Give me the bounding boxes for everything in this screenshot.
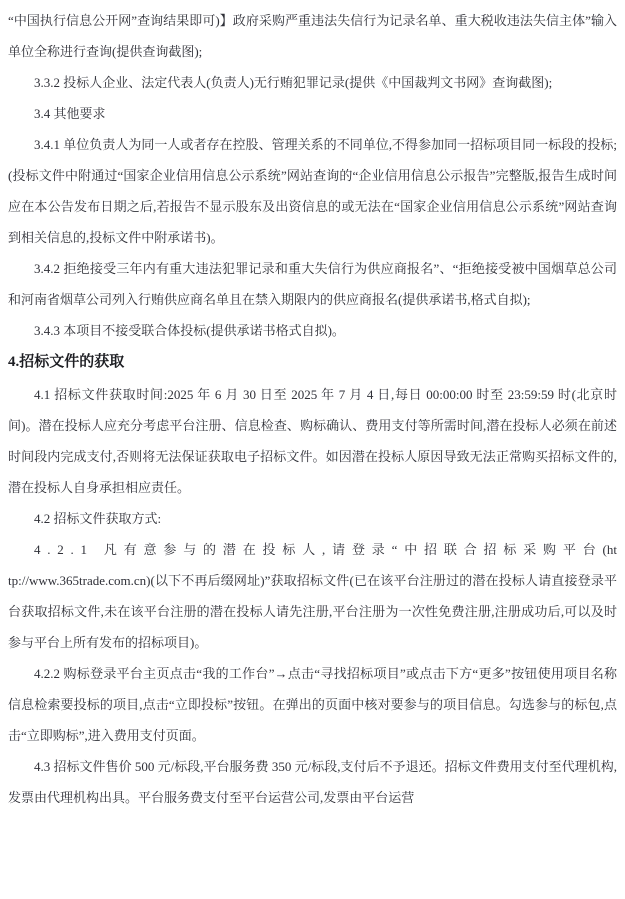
paragraph: 3.3.2 投标人企业、法定代表人(负责人)无行贿犯罪记录(提供《中国裁判文书网》查询截图); (34, 75, 553, 90)
paragraph: 3.4.2 拒绝接受三年内有重大违法犯罪记录和重大失信行为供应商报名”、“拒绝接受被中国烟草总公司和河南省烟草公司列入行贿供应商名单且在禁入期限内的供应商报名(提供承诺书,格式自拟); (8, 261, 617, 307)
paragraph: 3.4 其他要求 (34, 106, 106, 121)
paragraph: 4.2 招标文件获取方式: (34, 511, 162, 526)
paragraph: 3.4.1 单位负责人为同一人或者存在控股、管理关系的不同单位,不得参加同一招标项目同一标段的投标;(投标文件中附通过“国家企业信用信息公示系统”网站查询的“企业信用信息公示报告”完整版,报告生成时间应在本公告发布日期之后,若报告不显示股东及出资信息的或无法在“国家企业信用信息公示系统”网站查询到相关信息的,投标文件中附承诺书)。 (8, 137, 617, 245)
section-heading: 4.招标文件的获取 (8, 354, 125, 370)
paragraph: 4.1 招标文件获取时间:2025 年 6 月 30 日至 2025 年 7 月 4 日,每日 00:00:00 时至 23:59:59 时(北京时间)。潜在投标人应充分考虑平台注册、信息检查、购标确认、费用支付等所需时间,潜在投标人必须在前述时间段内完成支付,否则将无法保证获取电子招标文件。如因潜在投标人原因导致无法正常购买招标文件的,潜在投标人自身承担相应责任。 (8, 387, 617, 495)
paragraph: 4.2.2 购标登录平台主页点击“我的工作台”→点击“寻找招标项目”或点击下方“更多”按钮使用项目名称信息检索要投标的项目,点击“立即投标”按钮。在弹出的页面中核对要参与的项目信息。勾选参与的标包,点击“立即购标”,进入费用支付页面。 (8, 666, 617, 743)
paragraph: “中国执行信息公开网”查询结果即可)】政府采购严重违法失信行为记录名单、重大税收违法失信主体”输入单位全称进行查询(提供查询截图); (8, 13, 617, 59)
paragraph: 3.4.3 本项目不接受联合体投标(提供承诺书格式自拟)。 (34, 323, 345, 338)
paragraph: 4.3 招标文件售价 500 元/标段,平台服务费 350 元/标段,支付后不予退还。招标文件费用支付至代理机构,发票由代理机构出具。平台服务费支付至平台运营公司,发票由平台运营 (8, 759, 617, 805)
paragraph-segment: 4.2.1 凡有意参与的潜在投标人,请登录“中招联合招标采购平台 (34, 542, 603, 557)
paragraph (8, 534, 617, 658)
paragraph-segment: (http://www.365trade.com.cn)(以下不再后缀网址)”获取招标文件(已在该平台注册过的潜在投标人请直接登录平台获取招标文件,未在该平台注册的潜在投标人请先注册,平台注册为一次性免费注册,注册成功后,可以及时参与平台上所有发布的招标项目)。 (8, 542, 617, 650)
